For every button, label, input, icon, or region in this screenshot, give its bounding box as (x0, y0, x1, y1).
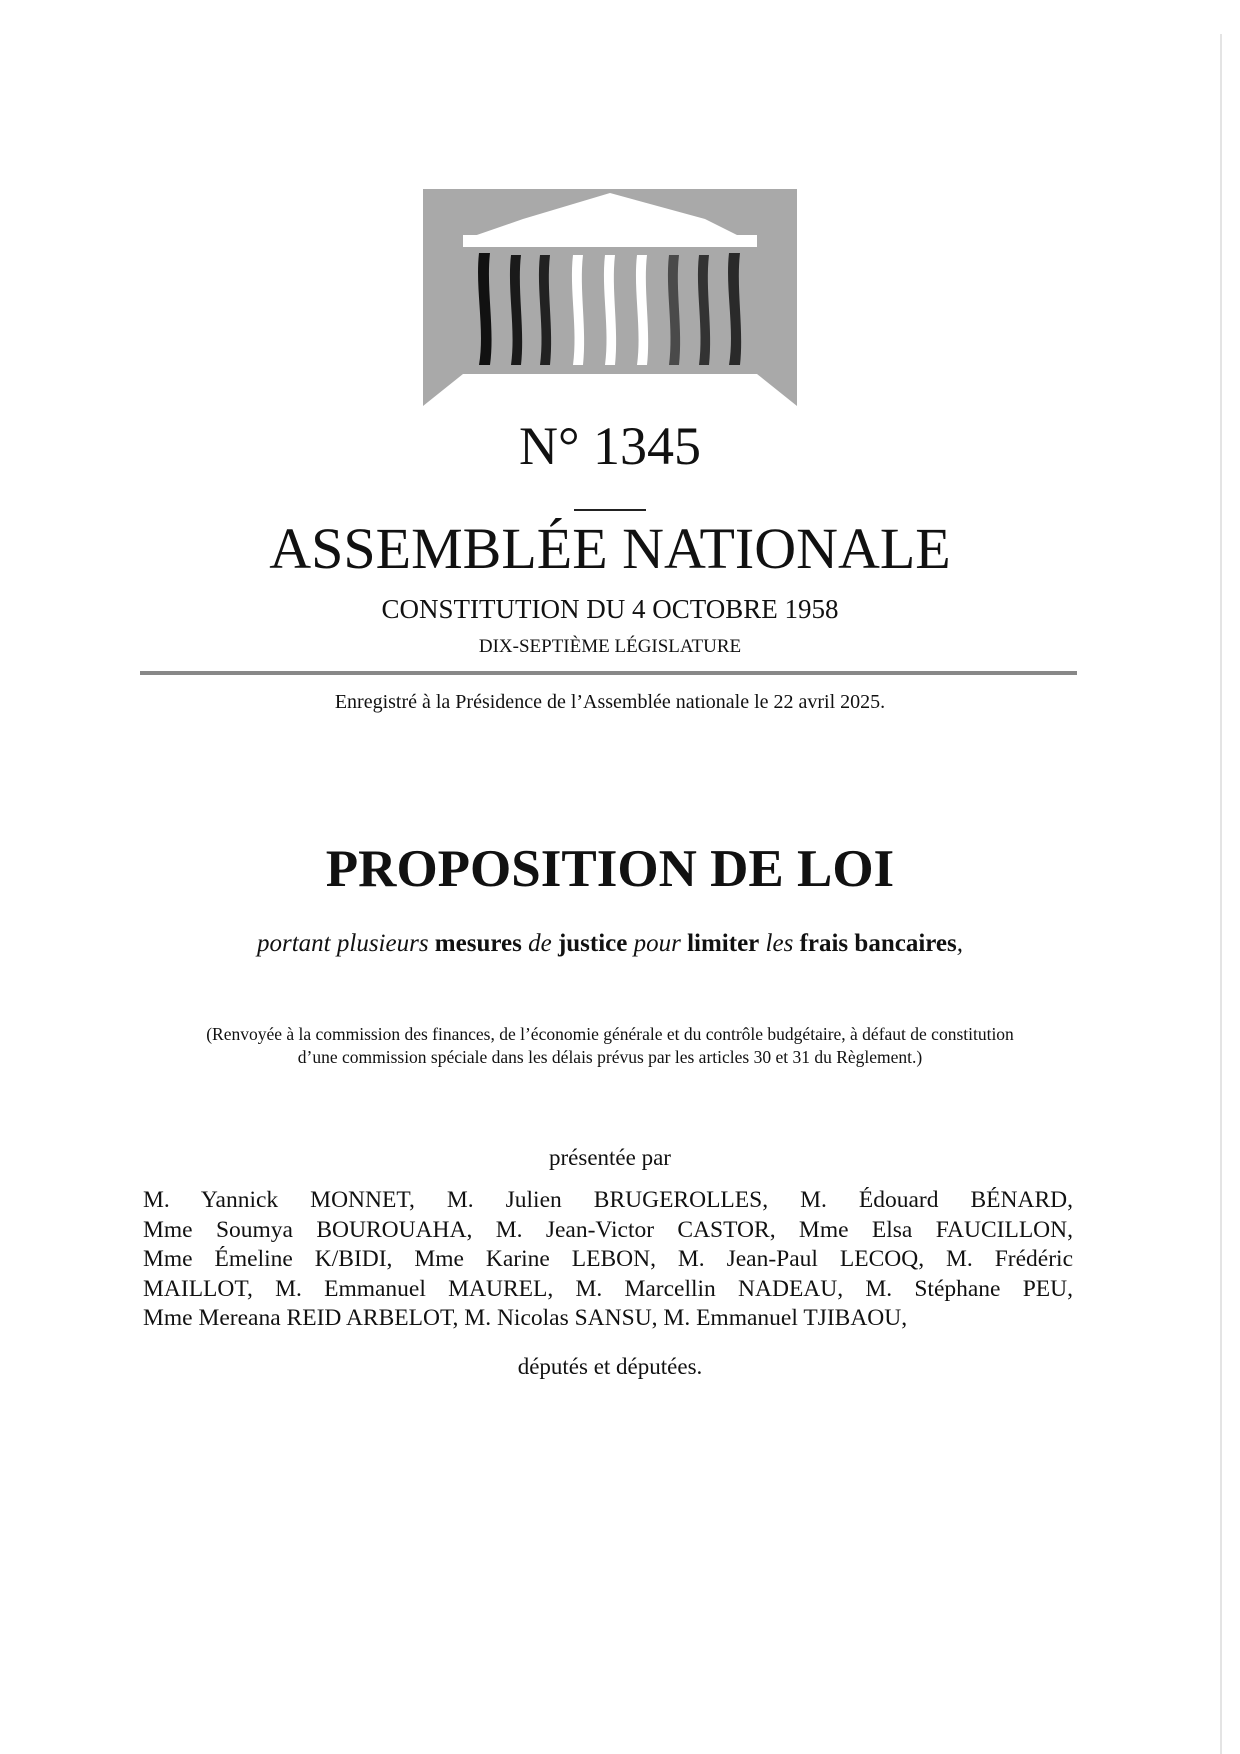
referral-line: (Renvoyée à la commission des finances, de l’économie générale et du contrôle budgétaire, à défaut de constitution (206, 1024, 1014, 1044)
subtitle-part: pour (627, 930, 688, 957)
authors-line: Mme Émeline K/BIDI, Mme Karine LEBON, M. Jean-Paul LECOQ, M. Frédéric (143, 1246, 1073, 1272)
subtitle-part: , (956, 930, 963, 957)
page-edge (1220, 34, 1222, 1754)
subtitle-part: justice (557, 930, 628, 957)
assembly-title: ASSEMBLÉE NATIONALE (269, 516, 951, 581)
header-divider (140, 671, 1077, 675)
document-number: N° 1345 (518, 416, 702, 476)
referral-line: d’une commission spéciale dans les délais prévus par les articles 30 et 31 du Règlement.) (297, 1047, 923, 1067)
referral-note (128, 1023, 1092, 1069)
authors-closing: députés et députées. (517, 1354, 703, 1379)
authors-line: M. Yannick MONNET, M. Julien BRUGEROLLES, M. Édouard BÉNARD, (143, 1187, 1073, 1213)
document-subtitle (0, 928, 1220, 960)
constitution-line: CONSTITUTION DU 4 OCTOBRE 1958 (381, 594, 839, 624)
presented-by: présentée par (549, 1145, 671, 1170)
document-type: PROPOSITION DE LOI (325, 840, 895, 898)
subtitle-part: limiter (687, 930, 760, 957)
number-divider (574, 509, 646, 511)
registration-date: Enregistré à la Présidence de l’Assemblée nationale le 22 avril 2025. (334, 691, 886, 713)
subtitle-part: de (521, 930, 558, 957)
subtitle-part: mesures (434, 930, 522, 957)
authors-line: Mme Soumya BOUROUAHA, M. Jean-Victor CASTOR, Mme Elsa FAUCILLON, (143, 1216, 1073, 1243)
subtitle-part: les (759, 930, 800, 957)
subtitle-part: frais bancaires (799, 930, 957, 957)
legislature-line: DIX-SEPTIÈME LÉGISLATURE (478, 636, 742, 657)
authors-line: MAILLOT, M. Emmanuel MAUREL, M. Marcellin NADEAU, M. Stéphane PEU, (143, 1275, 1073, 1302)
subtitle-part: portant plusieurs (257, 930, 435, 957)
assemblee-nationale-logo-icon (423, 189, 797, 406)
authors-list (143, 1186, 1073, 1334)
authors-line: Mme Mereana REID ARBELOT, M. Nicolas SANSU, M. Emmanuel TJIBAOU, (143, 1305, 908, 1331)
